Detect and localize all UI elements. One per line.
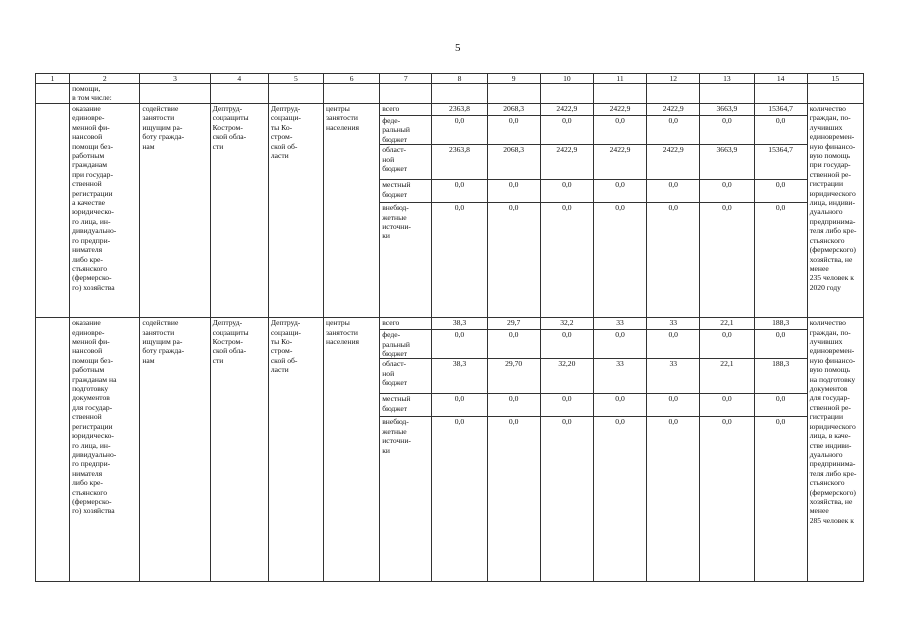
- column-number: 13: [700, 74, 754, 84]
- funding-value: 0,0: [540, 394, 593, 417]
- funding-value: 0,0: [540, 116, 593, 145]
- funding-value: 0,0: [540, 417, 593, 582]
- funding-source: феде- ральный бюджет: [380, 330, 432, 359]
- empty-cell: [754, 84, 807, 104]
- funding-value: 0,0: [647, 330, 700, 359]
- funding-value: 3663,9: [700, 145, 754, 180]
- funding-value: 0,0: [487, 417, 540, 582]
- empty-cell: [140, 84, 210, 104]
- funding-value: 33: [647, 359, 700, 394]
- column-number: 8: [432, 74, 487, 84]
- column-number: 7: [380, 74, 432, 84]
- funding-value: 0,0: [754, 394, 807, 417]
- funding-value: 0,0: [700, 330, 754, 359]
- funding-value: 38,3: [432, 318, 487, 330]
- funding-value: 15364,7: [754, 145, 807, 180]
- funding-value: 22,1: [700, 359, 754, 394]
- funding-value: 0,0: [700, 180, 754, 203]
- column-number: 14: [754, 74, 807, 84]
- continuation-text: помощи, в том числе:: [70, 84, 140, 104]
- funding-value: 22,1: [700, 318, 754, 330]
- continuation-row: [36, 84, 864, 104]
- funding-value: 0,0: [487, 330, 540, 359]
- funding-value: 0,0: [593, 180, 646, 203]
- funding-value: 0,0: [700, 203, 754, 318]
- empty-cell: [210, 84, 268, 104]
- funding-source: внебюд- жетные источни- ки: [380, 417, 432, 582]
- column-number: 9: [487, 74, 540, 84]
- empty-cell: [540, 84, 593, 104]
- column-number: 15: [807, 74, 863, 84]
- responsible-executor: Дептруд- соцзащиты Костром- ской обла- сти: [210, 318, 268, 582]
- column-number-row: [36, 74, 864, 84]
- column-number: 6: [324, 74, 380, 84]
- page-number: 5: [455, 42, 461, 54]
- empty-cell: [647, 84, 700, 104]
- empty-cell: [700, 84, 754, 104]
- funding-value: 0,0: [487, 394, 540, 417]
- participant: центры занятости населения: [324, 104, 380, 318]
- funding-value: 0,0: [540, 330, 593, 359]
- measure-name: оказание единовре- менной фи- нансовой помощи без- работным гражданам при государ- ственной регистрации а качестве юридическо- го лица, ин- дивидуально- го предпри- нимателя либо кре- стьянского (фермерско- го) хозяйства: [70, 104, 140, 318]
- funding-source: област- ной бюджет: [380, 145, 432, 180]
- column-number: 10: [540, 74, 593, 84]
- sub-program: содействие занятости ищущим ра- боту граждa- нам: [140, 104, 210, 318]
- funding-value: 0,0: [432, 116, 487, 145]
- column-number: 3: [140, 74, 210, 84]
- target-indicator: количество граждан, по- лучивших единовремен- ную финансо- вую помощь на подготовку документов для государ- ственной ре- гистрации юридического лица, в каче- стве индиви- дуального предпринима- теля либо кре- стьянского (фермерского) хозяйства, не менее 285 человек к: [807, 318, 863, 582]
- funding-source: всего: [380, 318, 432, 330]
- funding-source: внебюд- жетные источни- ки: [380, 203, 432, 318]
- empty-cell: [593, 84, 646, 104]
- column-number: 2: [70, 74, 140, 84]
- column-number: 12: [647, 74, 700, 84]
- funding-value: 29,70: [487, 359, 540, 394]
- funding-value: 2422,9: [540, 145, 593, 180]
- funding-value: 0,0: [593, 203, 646, 318]
- funding-value: 0,0: [432, 330, 487, 359]
- funding-value: 0,0: [432, 417, 487, 582]
- funding-value: 0,0: [432, 203, 487, 318]
- empty-cell: [807, 84, 863, 104]
- program-table: [35, 73, 864, 582]
- funding-source: област- ной бюджет: [380, 359, 432, 394]
- funding-source: местный бюджет: [380, 180, 432, 203]
- empty-cell: [487, 84, 540, 104]
- empty-cell: [268, 84, 323, 104]
- row-number-cell: [36, 104, 70, 318]
- funding-value: 188,3: [754, 359, 807, 394]
- funding-source: феде- ральный бюджет: [380, 116, 432, 145]
- funding-value: 0,0: [487, 116, 540, 145]
- funding-value: 0,0: [647, 394, 700, 417]
- empty-cell: [36, 84, 70, 104]
- funding-value: 0,0: [487, 203, 540, 318]
- column-number: 1: [36, 74, 70, 84]
- funding-value: 0,0: [647, 203, 700, 318]
- funding-value: 0,0: [700, 116, 754, 145]
- funding-value: 33: [593, 359, 646, 394]
- funding-value: 0,0: [593, 116, 646, 145]
- funding-value: 32,2: [540, 318, 593, 330]
- funding-value: 188,3: [754, 318, 807, 330]
- funding-value: 0,0: [647, 116, 700, 145]
- funding-value: 0,0: [754, 417, 807, 582]
- funding-value: 0,0: [754, 330, 807, 359]
- measure-name: оказание единовре- менной фи- нансовой помощи без- работным гражданам на подготовку документов для государ- ственной регистрации юридическо- го лица, ин- дивидуально- го предпри- нимателя либо кре- стьянского (фермерско- го) хозяйства: [70, 318, 140, 582]
- funding-value: 2422,9: [647, 104, 700, 116]
- empty-cell: [324, 84, 380, 104]
- funding-value: 0,0: [540, 180, 593, 203]
- empty-cell: [380, 84, 432, 104]
- funding-value: 0,0: [647, 180, 700, 203]
- funding-value: 2068,3: [487, 104, 540, 116]
- funding-source: всего: [380, 104, 432, 116]
- funding-value: 2363,8: [432, 145, 487, 180]
- funding-value: 33: [593, 318, 646, 330]
- funding-value: 38,3: [432, 359, 487, 394]
- funding-value: 15364,7: [754, 104, 807, 116]
- target-indicator: количество граждан, по- лучивших единовремен- ную финансо- вую помощь при государ- ственной ре- гистрации юридического лица, индиви- дуального предпринима- теля либо кре- стьянского (фермерского) хозяйства, не менее 235 человек к 2020 году: [807, 104, 863, 318]
- funding-source: местный бюджет: [380, 394, 432, 417]
- co-executor: Дептруд- соцзащи- ты Ко- стром- ской об- ласти: [268, 104, 323, 318]
- funding-value: 2422,9: [647, 145, 700, 180]
- funding-value: 2363,8: [432, 104, 487, 116]
- participant: центры занятости населения: [324, 318, 380, 582]
- funding-value: 0,0: [754, 180, 807, 203]
- funding-value: 0,0: [432, 180, 487, 203]
- funding-value: 0,0: [647, 417, 700, 582]
- row-number-cell: [36, 318, 70, 582]
- funding-value: 33: [647, 318, 700, 330]
- table-row: [36, 104, 864, 116]
- column-number: 11: [593, 74, 646, 84]
- funding-value: 0,0: [487, 180, 540, 203]
- column-number: 5: [268, 74, 323, 84]
- empty-cell: [432, 84, 487, 104]
- funding-value: 2068,3: [487, 145, 540, 180]
- funding-value: 0,0: [593, 330, 646, 359]
- funding-value: 0,0: [754, 116, 807, 145]
- funding-value: 2422,9: [540, 104, 593, 116]
- funding-value: 0,0: [593, 417, 646, 582]
- funding-value: 2422,9: [593, 104, 646, 116]
- funding-value: 32,20: [540, 359, 593, 394]
- funding-value: 0,0: [432, 394, 487, 417]
- funding-value: 29,7: [487, 318, 540, 330]
- table-row: [36, 318, 864, 330]
- funding-value: 0,0: [754, 203, 807, 318]
- responsible-executor: Дептруд- соцзащиты Костром- ской обла- сти: [210, 104, 268, 318]
- sub-program: содействие занятости ищущим ра- боту граждa- нам: [140, 318, 210, 582]
- funding-value: 0,0: [700, 394, 754, 417]
- funding-value: 3663,9: [700, 104, 754, 116]
- column-number: 4: [210, 74, 268, 84]
- funding-value: 0,0: [540, 203, 593, 318]
- funding-value: 0,0: [700, 417, 754, 582]
- funding-value: 2422,9: [593, 145, 646, 180]
- co-executor: Дептруд- соцзащи- ты Ко- стром- ской об- ласти: [268, 318, 323, 582]
- funding-value: 0,0: [593, 394, 646, 417]
